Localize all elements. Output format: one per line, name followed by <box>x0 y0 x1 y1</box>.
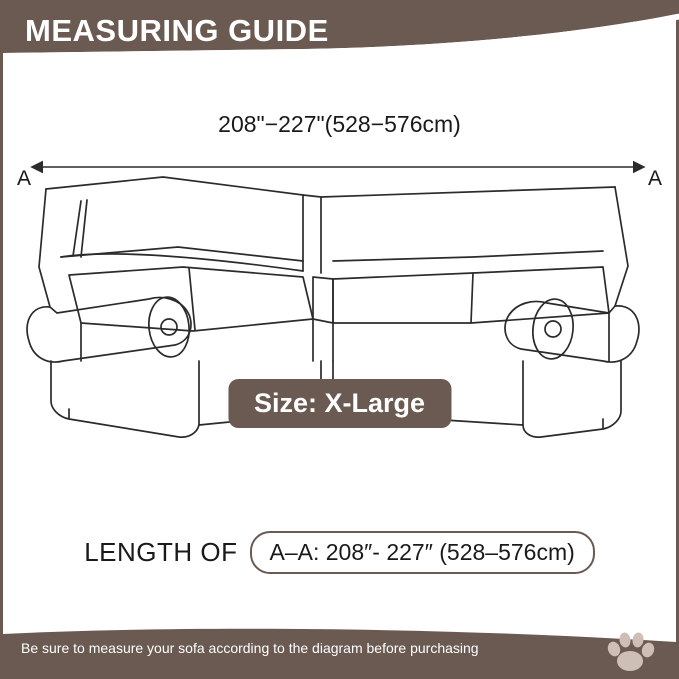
size-badge: Size: X-Large <box>228 379 451 428</box>
marker-a-right: A <box>647 167 662 190</box>
marker-a-left: A <box>17 167 32 190</box>
top-dimension-label: 208"−227"(528−576cm) <box>218 111 461 137</box>
length-label: LENGTH OF <box>84 537 238 567</box>
page-title: MEASURING GUIDE <box>25 13 329 48</box>
sofa-diagram <box>3 61 676 521</box>
header-band <box>3 3 679 61</box>
footer-band <box>3 626 676 676</box>
paw-print-icon <box>600 629 660 675</box>
length-row <box>3 531 676 574</box>
footer-note: Be sure to measure your sofa according to the diagram before purchasing <box>21 640 479 656</box>
length-value: A–A: 208″- 227″ (528–576cm) <box>250 531 595 574</box>
